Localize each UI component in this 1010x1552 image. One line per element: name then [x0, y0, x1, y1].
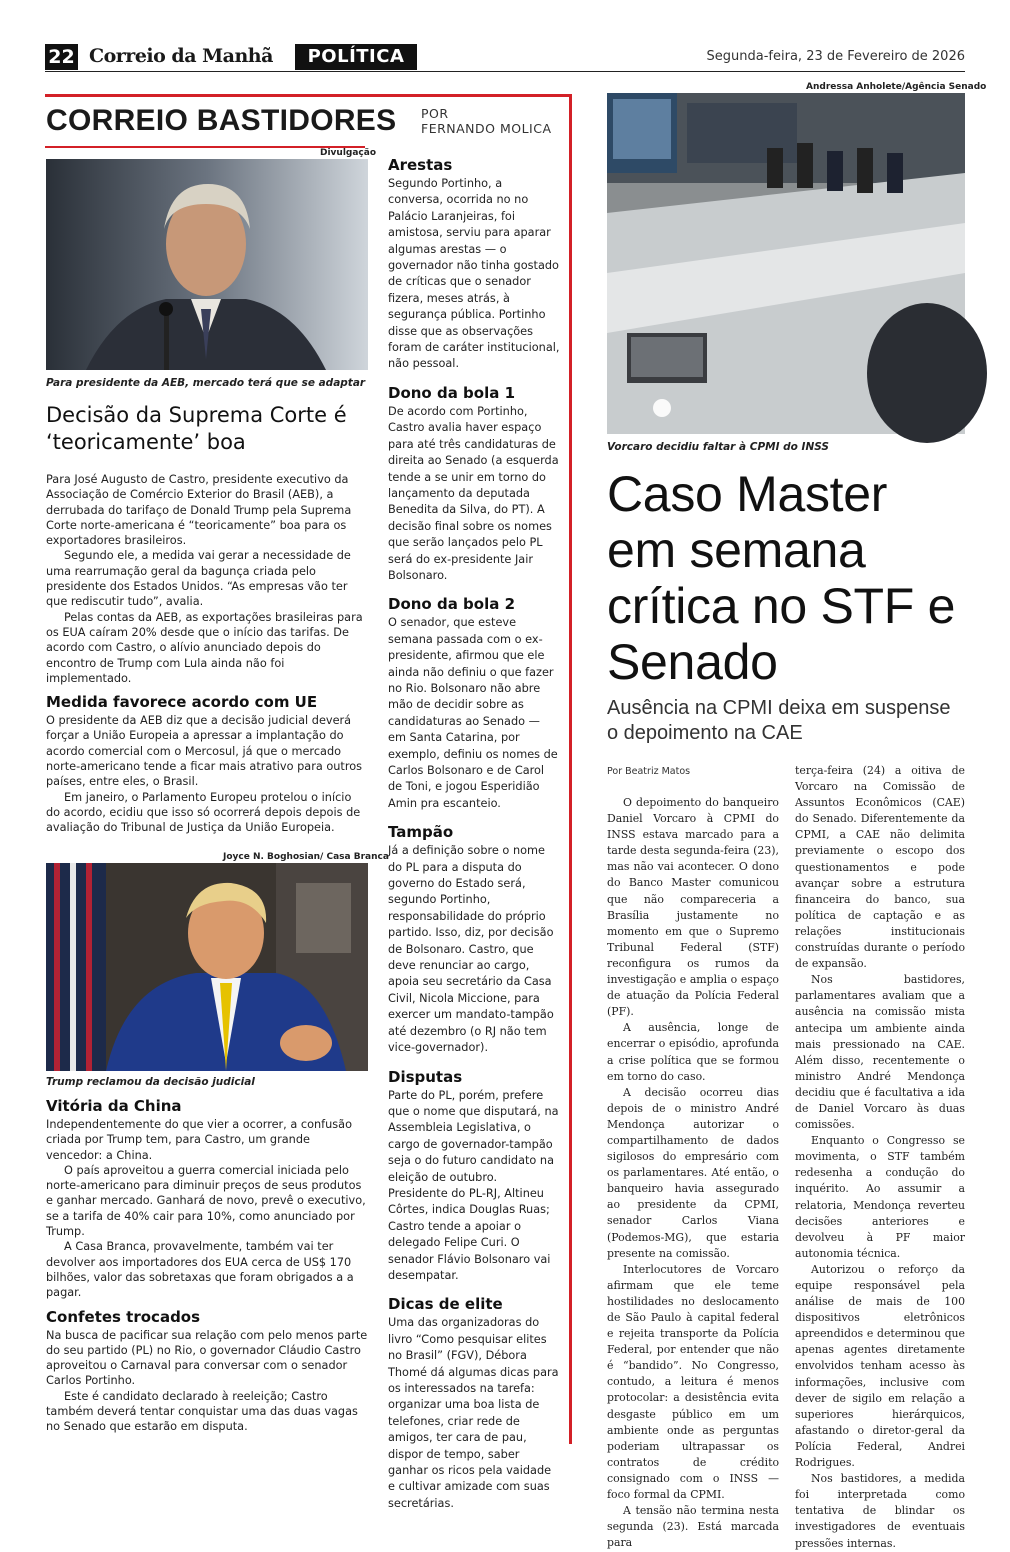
story-column-1: O depoimento do banqueiro Daniel Vorcaro à CPMI do INSS estava marcado para a tarde desta segunda-feira (23), mas não vai acontecer. O dono do Banco Master comunicou que não compareceria a Brasília justamente no momento em que o Supremo Tribunal Federal (STF) reconfigura os rumos da investigação e amplia o espaço de atuação da Polícia Federal (PF). A ausência, longe de encerrar o episódio, aprofunda a crise política que se formou em torno do caso. A decisão ocorreu dias depois de o ministro André Mendonça autorizar o compartilhamento de dados sigilosos do empresário com os parlamentares. Até então, o banqueiro havia assegurado ao presidente da CPMI, senador Carlos Viana (Podemos-MG), que estaria presente na comissão. Interlocutores de Vorcaro afirmam que ele teme hostilidades no deslocamento de São Paulo à capital federal e rejeita transporte da Polícia Federal, por entender que não é “bandido”. No Congresso, contudo, a leitura é menos protocolar: a desistência evita desgaste público em um ambiente onde as perguntas poderiam ultrapassar os contratos de crédito consignado com o INSS — foco formal da CPMI. A tensão não termina nesta segunda (23). Está marcada para — [607, 796, 779, 1550]
story-column-2: terça-feira (24) a oitiva de Vorcaro na Comissão de Assuntos Econômicos (CAE) do Senado. Diferentemente da CPMI, a CAE não delimita previamente o escopo dos questionamentos e pode avançar sobre a estrutura financeira do banco, sua política de captação e as relações institucionais construídas durante o período de expansão. Nos bastidores, parlamentares avaliam que a ausência na comissão mista antecipa um ambiente ainda mais pressionado na CAE. Além disso, recentemente o ministro André Mendonça decidiu que é facultativa a ida de Daniel Vorcaro às duas comissões. Enquanto o Congresso se movimenta, o STF também redesenha a condução do inquérito. Ao assumir a relatoria, Mendonça reverteu decisões anteriores e devolveu à PF maior autonomia técnica. Autorizou o reforço da equipe responsável pela análise de mais de 100 dispositivos eletrônicos apreendidos e determinou que apenas agentes diretamente envolvidos tenham acesso às informações, inclusive com dever de sigilo em relação a superiores hierárquicos, afastando o diretor-geral da Polícia Federal, Andrei Rodrigues. Nos bastidores, a medida foi interpretada como tentativa de blindar os investigadores de eventuais pressões internas. — [795, 764, 965, 1550]
photo-caption: Para presidente da AEB, mercado terá que se adaptar — [46, 377, 366, 389]
masthead: Correio da Manhã — [89, 45, 273, 67]
deck: Ausência na CPMI deixa em suspense o depoimento na CAE — [607, 697, 951, 744]
column-byline: POR FERNANDO MOLICA — [421, 106, 552, 136]
column-title: CORREIO BASTIDORES — [46, 104, 397, 137]
subhead: Dono da bola 2 — [388, 595, 516, 614]
portrait-photo — [46, 159, 368, 370]
notes-column: Arestas Segundo Portinho, a conversa, ocorrida no no Palácio Laranjeiras, foi amistosa, serviu para aparar algumas arestas — o governador não tinha gostado de críticas que o senador fizera, meses atrás, à segurança pública. Portinho disse que as observações foram de caráter institucional, não pessoal. Dono da bola 1 De acordo com Portinho, Castro avalia haver espaço para até três candidaturas de direita ao Senado (a esquerda tende a se unir em torno do lançamento da deputada Benedita da Silva, do PT). A decisão final sobre os nomes que serão lançados pelo PL será do ex-presidente Jair Bolsonaro. Dono da bola 2 O senador, que esteve semana passada com o ex-presidente, afirmou que ele ainda não definiu o que fazer no Rio. Bolsonaro não abre mão de decidir sobre as candidaturas ao Senado — em Santa Catarina, por exemplo, definiu os nomes de Carlos Bolsonaro e de Carol de Toni, e jogou Esperidião Amin pra escanteio. Tampão Já a definição sobre o nome do PL para a disputa do governo do Estado será, segundo Portinho, responsabilidade do próprio partido. Isso, diz, por decisão de Bolsonaro. Castro, que deve renunciar ao cargo, apoia seu secretário da Casa Civil, Nicola Miccione, para exercer um mandato-tampão até dezembro (o RJ não tem vice-governador). Disputas Parte do PL, porém, prefere que o nome que disputará, na Assembleia Legislativa, o cargo de governador-tampão seja o do futuro candidato na eleição de outubro. Presidente do PL-RJ, Altineu Côrtes, indica Douglas Ruas; Castro tende a apoiar o delegado Felipe Curi. O senador Flávio Bolsonaro vai desempatar. Dicas de elite Uma das organizadoras do livro “Como pesquisar elites no Brasil” (FGV), Débora Thomé dá algumas dicas para os interessados na tarefa: organizar uma boa lista de telefones, criar rede de amigos, ter cara de pau, dispor de tempo, saber ganhar os ricos pela vaidade e cultivar amizade com suas secretárias. — [388, 156, 560, 1510]
page-header — [45, 44, 965, 72]
story-body: Vitória da China Independentemente do que vier a ocorrer, a confusão criada por Trump tem, para Castro, um grande vencedor: a China. O país aproveitou a guerra comercial iniciada pelo norte-americano para diminuir preços de seus produtos e ganhar mercado. Ganhará de novo, prevê o executivo, se a tarifa de 40% cair para 10%, como anunciado por Trump. A Casa Branca, provavelmente, também vai ter devolver aos importadores dos EUA cerca de US$ 170 bilhões, valor das sobretaxas que foram obrigados a a pagar. Confetes trocados Na busca de pacificar sua relação com pelo menos parte do seu partido (PL) no Rio, o governador Cláudio Castro aproveitou o Carnaval para conversar com o senador Carlos Portinho. Este é candidato declarado à reeleição; Castro também deverá tentar conquistar uma das duas vagas no Senado que estarão em disputa. — [46, 1097, 368, 1434]
subhead: Disputas — [388, 1067, 463, 1086]
trump-photo — [46, 863, 368, 1071]
photo-caption: Vorcaro decidiu faltar à CPMI do INSS — [607, 441, 829, 453]
subhead: Medida favorece acordo com UE — [46, 693, 318, 712]
story-byline: Por Beatriz Matos — [607, 766, 691, 777]
page-number: 22 — [45, 44, 78, 70]
photo-caption: Trump reclamou da decisão judicial — [46, 1076, 255, 1088]
photo-credit: Divulgação — [320, 148, 377, 158]
subhead: Confetes trocados — [46, 1307, 201, 1326]
story-body: Para José Augusto de Castro, presidente executivo da Associação de Comércio Exterior do Brasil (AEB), a derrubada do tarifaço de Donald Trump pela Suprema Corte norte-americana é “teoricamente” boa para os exportadores brasileiros. Segundo ele, a medida vai gerar a necessidade de uma rearrumação geral da bagunça criada pelo presidente dos Estados Unidos. “As empresas vão ter que rediscutir tudo”, avalia. Pelas contas da AEB, as exportações brasileiras para os EUA caíram 20% desde que o início das tarifas. De acordo com Castro, o alívio anunciado depois do encontro de Trump com Lula ainda não foi implementado. Medida favorece acordo com UE O presidente da AEB diz que a decisão judicial deverá forçar a União Europeia a apressar a implantação do acordo comercial com o Mercosul, já que o mercado norte-americano tende a ficar mais atrativo para outros países, entre eles, o Brasil. Em janeiro, o Parlamento Europeu protelou o início do acordo, ecidiu que isso só ocorrerá depois depois de avaliação do Tribunal de Justiça da União Europeia. — [46, 472, 368, 836]
subhead: Tampão — [388, 823, 454, 842]
senate-photo — [607, 93, 965, 434]
subhead: Dicas de elite — [388, 1295, 503, 1314]
subhead: Arestas — [388, 156, 453, 174]
story-headline: Decisão da Suprema Corte é ‘teoricamente’ boa — [46, 403, 347, 454]
subhead: Vitória da China — [46, 1097, 182, 1115]
issue-date: Segunda-feira, 23 de Fevereiro de 2026 — [706, 49, 965, 64]
section-label: POLÍTICA — [295, 44, 417, 70]
title-rule — [45, 146, 365, 148]
photo-credit: Andressa Anholete/Agência Senado — [806, 82, 987, 92]
subhead: Dono da bola 1 — [388, 383, 516, 402]
photo-credit: Joyce N. Boghosian/ Casa Branca — [223, 852, 389, 862]
main-headline: Caso Master em semana crítica no STF e Senado — [607, 466, 956, 690]
